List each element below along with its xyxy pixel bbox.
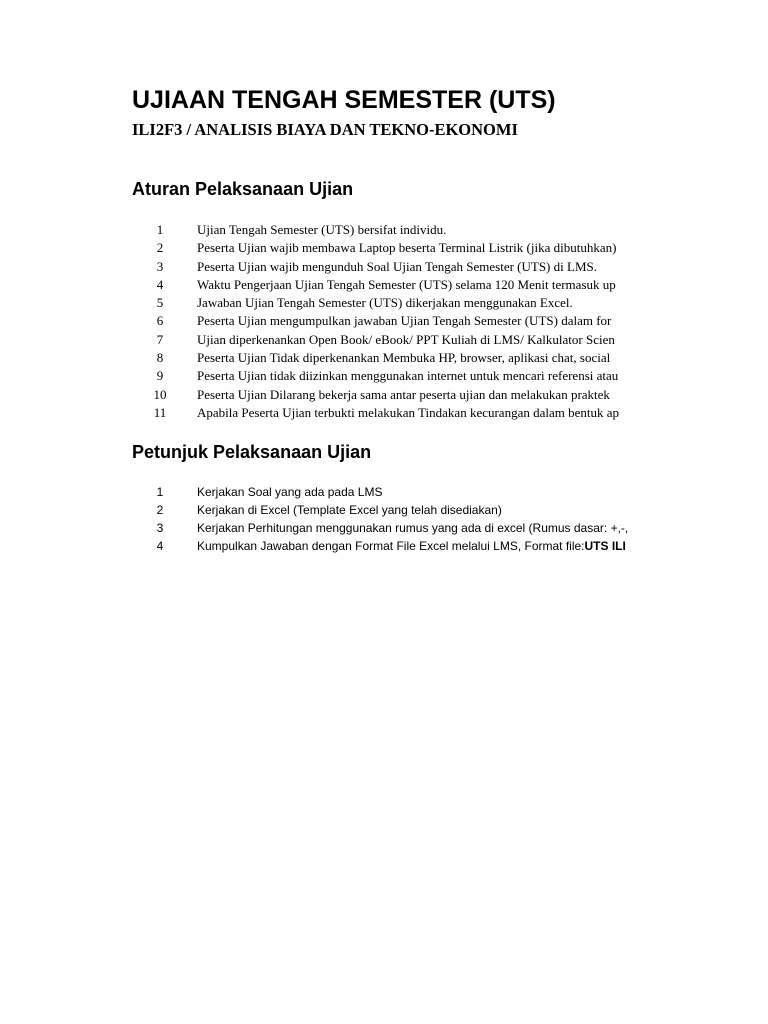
list-item [140, 258, 655, 276]
rules-list [140, 221, 655, 422]
item-number: 9 [156, 368, 164, 384]
course-subtitle: ILI2F3 / ANALISIS BIAYA DAN TEKNO-EKONOMI [132, 120, 518, 139]
list-item [140, 349, 655, 367]
item-number: 3 [156, 258, 164, 274]
list-item [140, 519, 655, 537]
item-number: 1 [156, 485, 164, 499]
rules-heading: Aturan Pelaksanaan Ujian [132, 179, 354, 199]
item-number: 4 [156, 539, 164, 553]
item-number: 11 [153, 404, 167, 420]
item-text: Kerjakan Soal yang ada pada LMS [197, 485, 383, 499]
list-item [140, 367, 655, 385]
item-text: Kerjakan Perhitungan menggunakan rumus yang ada di excel (Rumus dasar: +,-, [197, 521, 629, 535]
item-number: 2 [156, 503, 164, 517]
list-item [140, 294, 655, 312]
item-number: 2 [156, 240, 164, 256]
list-item [140, 331, 655, 349]
item-text: Peserta Ujian Tidak diperkenankan Membuka HP, browser, aplikasi chat, social [197, 350, 611, 366]
list-item [140, 537, 655, 555]
list-item [140, 239, 655, 257]
list-item [140, 501, 655, 519]
item-text: Apabila Peserta Ujian terbukti melakukan Tindakan kecurangan dalam bentuk ap [197, 404, 620, 420]
item-number: 7 [156, 331, 164, 347]
list-item [140, 483, 655, 501]
list-item [140, 404, 655, 422]
item-text: Waktu Pengerjaan Ujian Tengah Semester (UTS) selama 120 Menit termasuk up [197, 276, 616, 292]
item-number: 1 [156, 222, 164, 237]
item-text: Kerjakan di Excel (Template Excel yang telah disediakan) [197, 503, 502, 517]
list-item [140, 276, 655, 294]
item-text: Peserta Ujian tidak diizinkan menggunakan internet untuk mencari referensi atau [197, 368, 619, 384]
item-number: 10 [153, 386, 167, 402]
list-item [140, 386, 655, 404]
item-text: Ujian diperkenankan Open Book/ eBook/ PPT Kuliah di LMS/ Kalkulator Scien [197, 331, 615, 347]
item-text: Kumpulkan Jawaban dengan Format File Excel melalui LMS, Format file: [197, 539, 585, 553]
item-number: 3 [156, 521, 164, 535]
item-text: Ujian Tengah Semester (UTS) bersifat individu. [197, 222, 447, 237]
item-text: Peserta Ujian wajib mengunduh Soal Ujian Tengah Semester (UTS) di LMS. [197, 258, 597, 274]
item-text: Peserta Ujian Dilarang bekerja sama antar peserta ujian dan melakukan praktek [197, 386, 610, 402]
page-title: UJIAAN TENGAH SEMESTER (UTS) [132, 86, 556, 114]
item-text: Jawaban Ujian Tengah Semester (UTS) dikerjakan menggunakan Excel. [197, 295, 573, 311]
tips-heading: Petunjuk Pelaksanaan Ujian [132, 442, 372, 462]
item-number: 4 [156, 276, 164, 292]
list-item [140, 221, 655, 239]
item-number: 8 [156, 350, 164, 366]
item-filename-format: UTS ILI [584, 539, 626, 553]
item-number: 5 [156, 295, 164, 311]
item-text: Peserta Ujian wajib membawa Laptop beserta Terminal Listrik (jika dibutuhkan) [197, 240, 617, 256]
item-text: Peserta Ujian mengumpulkan jawaban Ujian Tengah Semester (UTS) dalam for [197, 313, 612, 329]
item-number: 6 [156, 313, 164, 329]
list-item [140, 312, 655, 330]
tips-list [140, 483, 655, 555]
